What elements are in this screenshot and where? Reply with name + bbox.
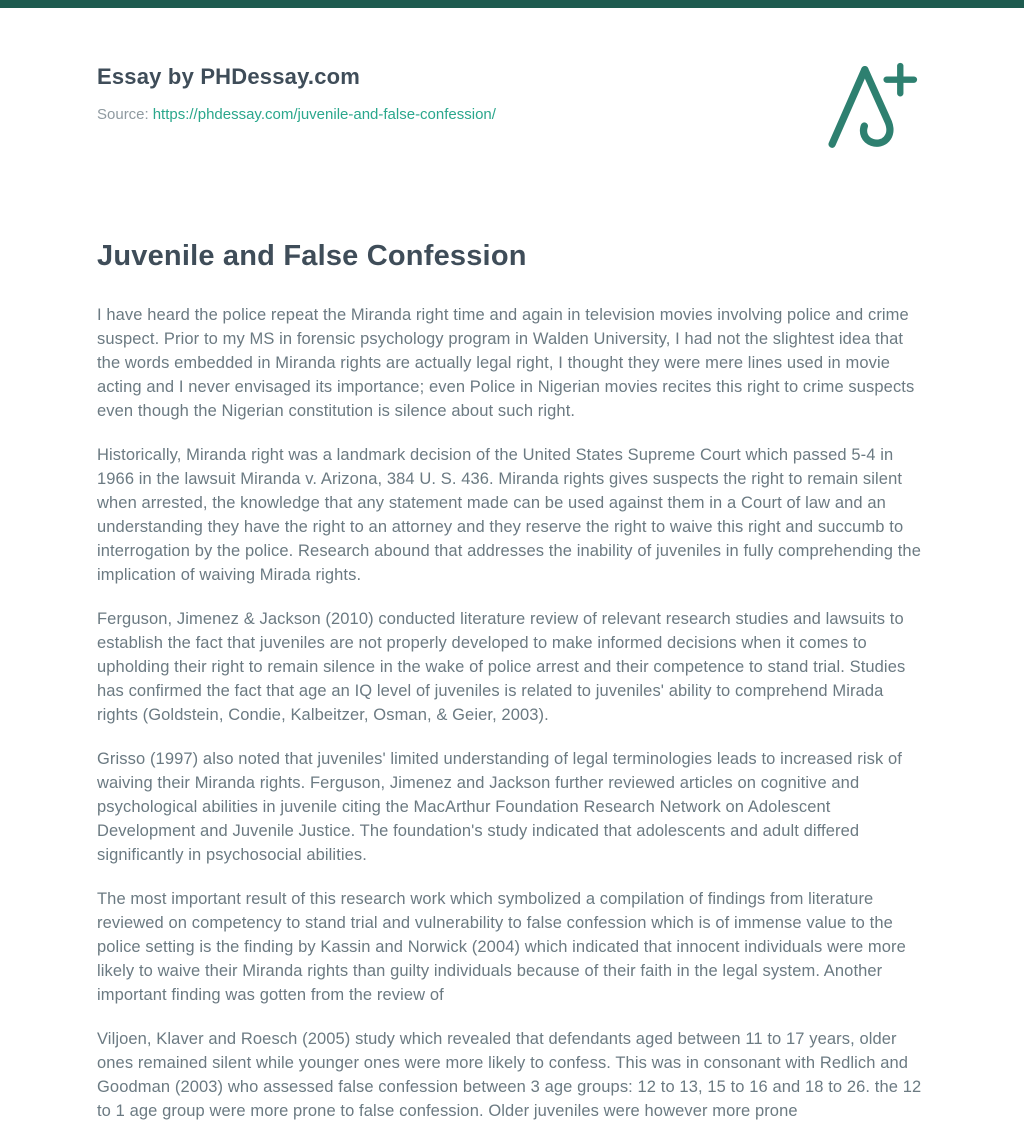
essay-paragraph-6: Viljoen, Klaver and Roesch (2005) study which revealed that defendants aged between 11 to 17 years, older ones remained silent while younger ones were more likely to confess. This was in consonant with Redlich and Goodman (2003) who assessed false confession between 3 age groups: 12 to 13, 15 to 16 and 18 to 26. the 12 to 1 age group were more prone to false confession. Older juveniles were however more prone bbox=[97, 1030, 922, 1120]
page-header bbox=[97, 64, 927, 152]
header-text-block bbox=[97, 64, 496, 123]
essay-paragraph-4: Grisso (1997) also noted that juveniles' limited understanding of legal terminologies leads to increased risk of waiving their Miranda rights. Ferguson, Jimenez and Jackson further reviewed articles on cognitive and psychological abilities in juvenile citing the MacArthur Foundation Research Network on Adolescent Development and Juvenile Justice. The foundation's study indicated that adolescents and adult differed significantly in psychosocial abilities. bbox=[97, 750, 902, 864]
essay-paragraph-5: The most important result of this research work which symbolized a compilation of findings from literature reviewed on competency to stand trial and vulnerability to false confession which is of immense value to the police setting is the finding by Kassin and Norwick (2004) which indicated that innocent individuals were more likely to waive their Miranda rights than guilty individuals because of their faith in the legal system. Another important finding was gotten from the review of bbox=[97, 890, 906, 1004]
phdessay-logo-icon bbox=[823, 60, 923, 152]
essay-paragraph-1: I have heard the police repeat the Miranda right time and again in television movies involving police and crime suspect. Prior to my MS in forensic psychology program in Walden University, I had not the slightest idea that the words embedded in Miranda rights are actually legal right, I thought they were mere lines used in movie acting and I never envisaged its importance; even Police in Nigerian movies recites this right to crime suspects even though the Nigerian constitution is silence about such right. bbox=[97, 306, 915, 420]
essay-title: Juvenile and False Confession bbox=[97, 240, 527, 272]
source-label: Source: bbox=[97, 106, 149, 123]
source-line bbox=[97, 106, 496, 123]
essay-paragraph-3: Ferguson, Jimenez & Jackson (2010) conducted literature review of relevant research studies and lawsuits to establish the fact that juveniles are not properly developed to make informed decisions when it comes to upholding their right to remain silence in the wake of police arrest and their competence to stand trial. Studies has confirmed the fact that age an IQ level of juveniles is related to juveniles' ability to comprehend Mirada rights (Goldstein, Condie, Kalbeitzer, Osman, & Geier, 2003). bbox=[97, 610, 906, 724]
essay-by-heading: Essay by PHDessay.com bbox=[97, 64, 361, 89]
essay-paragraph-2: Historically, Miranda right was a landmark decision of the United States Supreme Court which passed 5-4 in 1966 in the lawsuit Miranda v. Arizona, 384 U. S. 436. Miranda rights gives suspects the right to remain silent when arrested, the knowledge that any statement made can be used against them in a Court of law and an understanding they have the right to an attorney and they reserve the right to waive this right and succumb to interrogation by the police. Research abound that addresses the inability of juveniles in fully comprehending the implication of waiving Mirada rights. bbox=[97, 446, 921, 584]
top-accent-bar bbox=[0, 0, 1024, 8]
essay-body bbox=[97, 303, 927, 1123]
source-url-link[interactable]: https://phdessay.com/juvenile-and-false-confession/ bbox=[152, 106, 496, 123]
essay-page bbox=[97, 8, 927, 1123]
